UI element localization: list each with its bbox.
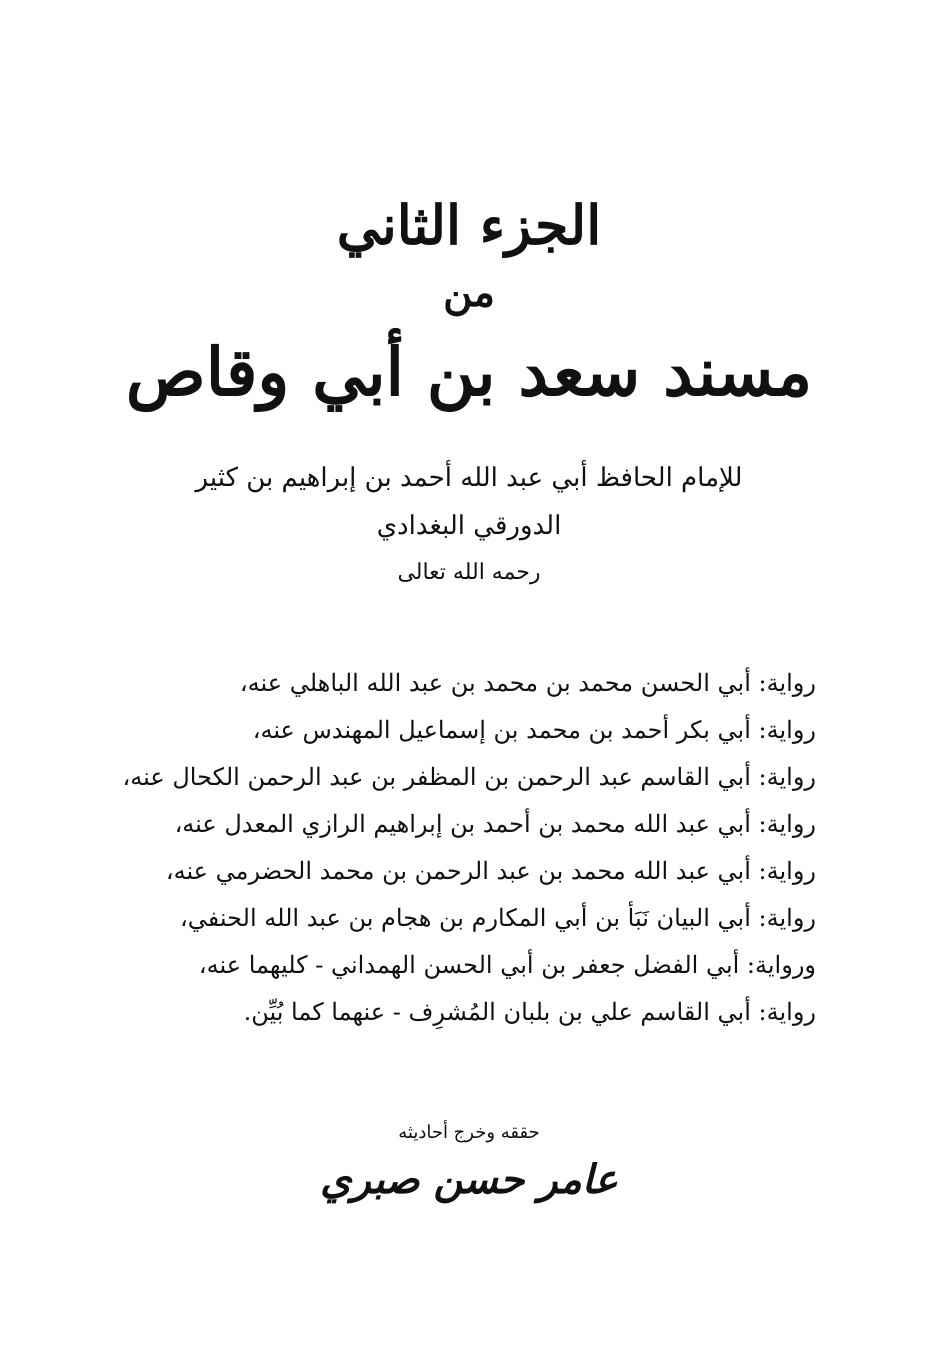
narration-chain: ورواية: أبي الفضل جعفر بن أبي الحسن الهمداني - كليهما عنه، — [198, 951, 816, 979]
author-name: للإمام الحافظ أبي عبد الله أحمد بن إبراهيم بن كثير — [195, 463, 743, 493]
narration-chain-list — [116, 660, 816, 1036]
work-title: مسند سعد بن أبي وقاص — [125, 333, 813, 411]
narration-chain: رواية: أبي عبد الله محمد بن عبد الرحمن بن محمد الحضرمي عنه، — [165, 857, 816, 885]
narration-chain: رواية: أبي الحسن محمد بن محمد بن عبد الله الباهلي عنه، — [239, 669, 816, 697]
narration-chain: رواية: أبي القاسم عبد الرحمن بن المظفر بن عبد الرحمن الكحال عنه، — [122, 763, 816, 791]
author-blessing: رحمه الله تعالى — [397, 560, 541, 585]
author-nisba: الدورقي البغدادي — [376, 511, 562, 541]
narration-chain: رواية: أبي بكر أحمد بن محمد بن إسماعيل المهندس عنه، — [252, 716, 816, 744]
part-title: الجزء الثاني — [336, 193, 602, 257]
narration-chain: رواية: أبي عبد الله محمد بن أحمد بن إبراهيم الرازي المعدل عنه، — [174, 810, 816, 838]
editor-credit: حققه وخرج أحاديثه — [398, 1122, 540, 1143]
editor-signature: عامر حسن صبري — [320, 1156, 618, 1203]
narration-chain: رواية: أبي القاسم علي بن بلبان المُشرِف - عنهما كما بُيِّن. — [243, 998, 816, 1026]
title-connector: من — [443, 269, 495, 316]
narration-chain: رواية: أبي البيان نَبَأ بن أبي المكارم بن هجام بن عبد الله الحنفي، — [180, 904, 816, 932]
